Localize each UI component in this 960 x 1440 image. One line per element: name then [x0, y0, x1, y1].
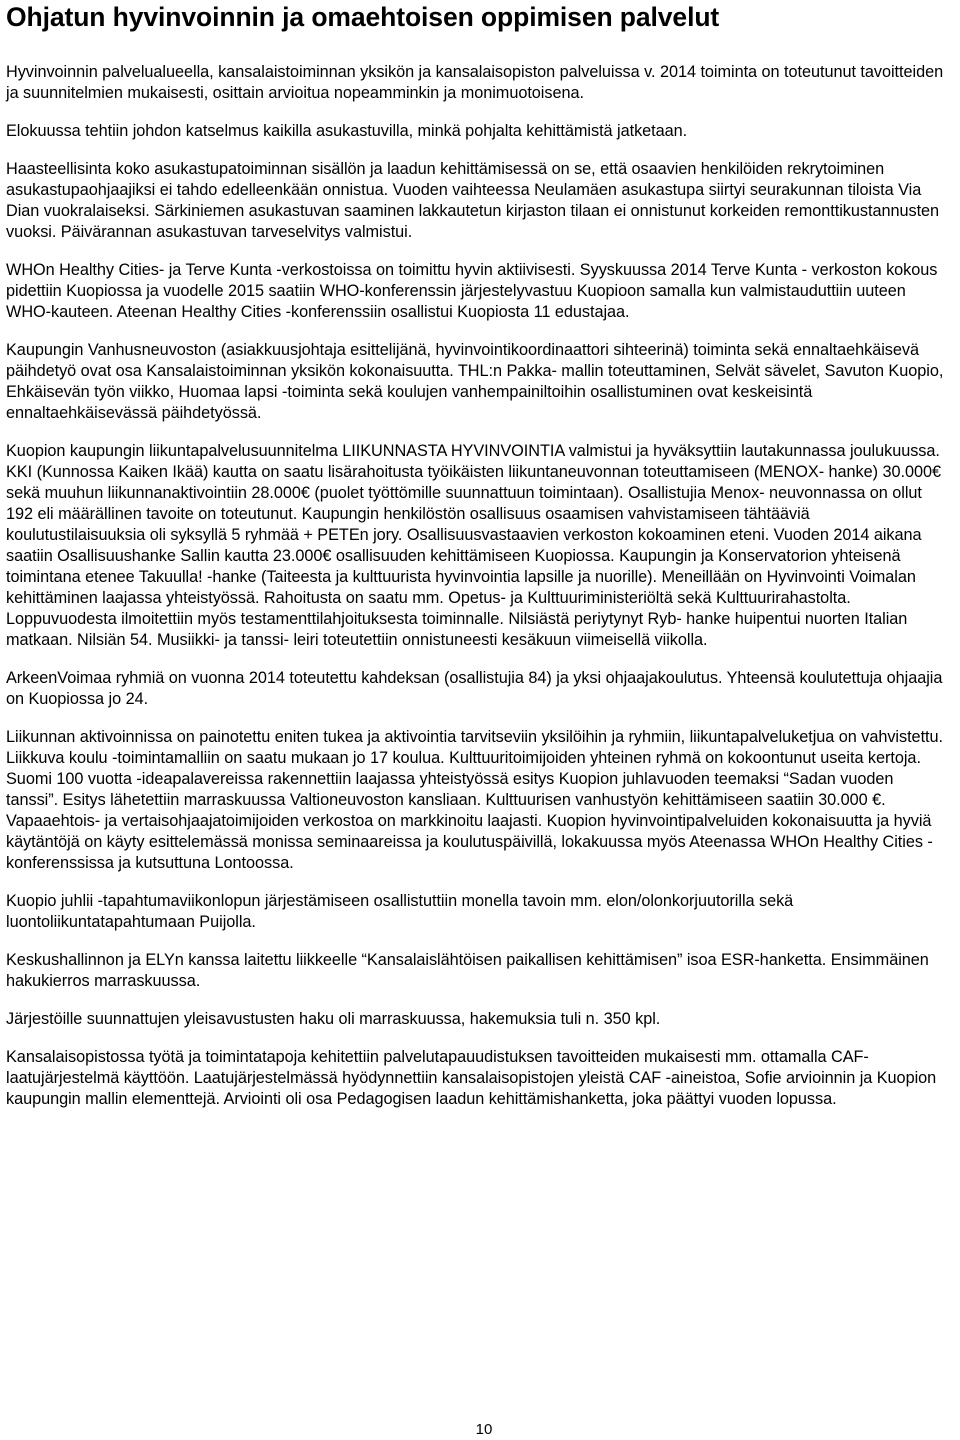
page-number: 10 — [475, 1421, 493, 1438]
paragraph-esr-project: Keskushallinnon ja ELYn kanssa laitettu liikkeelle “Kansalaislähtöisen paikallisen kehittämisen” isoa ESR-hanketta. Ensimmäinen hakukierros marraskuussa. — [6, 951, 929, 990]
paragraph-management-review: Elokuussa tehtiin johdon katselmus kaikilla asukastuvilla, minkä pohjalta kehittämistä jatketaan. — [6, 122, 688, 140]
paragraph-who-networks: WHOn Healthy Cities- ja Terve Kunta -verkostoissa on toimittu hyvin aktiivisesti. Syyskuussa 2014 Terve Kunta - verkoston kokous pidettiin Kuopiossa ja vuodelle 2015 saatiin WHO-konferenssin järjestelyvastuu Kuopioon samalla kun valmistauduttiin uuteen WHO-kauteen. Ateenan Healthy Cities -konferenssiin osallistui Kuopiosta 11 edustajaa. — [6, 261, 938, 321]
paragraph-adult-education: Kansalaisopistossa työtä ja toimintatapoja kehitettiin palvelutapauudistuksen tavoitteiden mukaisesti mm. ottamalla CAF-laatujärjestelmä käyttöön. Laatujärjestelmässä hyödynnettiin kansalaisopistojen yleistä CAF -aineistoa, Sofie arvioinnin ja Kuopion kaupungin mallin elementtejä. Arviointi oli osa Pedagogisen laadun kehittämishanketta, joka päättyi vuoden lopussa. — [6, 1048, 937, 1108]
paragraph-arkeenvoimaa: ArkeenVoimaa ryhmiä on vuonna 2014 toteutettu kahdeksan (osallistujia 84) ja yksi ohjaajakoulutus. Yhteensä koulutettuja ohjaajia on Kuopiossa jo 24. — [6, 669, 943, 708]
paragraph-sports-plan: Kuopion kaupungin liikuntapalvelusuunnitelma LIIKUNNASTA HYVINVOINTIA valmistui ja hyväksyttiin lautakunnassa joulukuussa. KKI (Kunnossa Kaiken Ikää) kautta on saatu lisärahoitusta työikäisten liikuntaneuvonnan toteuttamiseen (MENOX- hanke) 30.000€ sekä muuhun liikunnanaktivointiin 28.000€ (puolet työttömille suunnattuun toimintaan). Osallistujia Menox- neuvonnassa on ollut 192 eli määrällinen tavoite on toteutunut. Kaupungin henkilöstön osallisuus osaamisen vahvistamiseen tähtääviä koulutustilaisuuksia oli syksyllä 5 ryhmää + PETEn jory. Osallisuusvastaavien verkoston kokoaminen eteni. Vuoden 2014 aikana saatiin Osallisuushanke Sallin kautta 23.000€ osallisuuden kehittämiseen Kuopiossa. Kaupungin ja Konservatorion yhteisenä toimintana etenee Takuulla! -hanke (Taiteesta ja kulttuurista hyvinvointia lapsille ja nuorille). Meneillään on Hyvinvointi Voimalan kehittäminen laajassa yhteistyössä. Rahoitusta on saatu mm. Opetus- ja Kulttuuriministeriöltä sekä Kulttuurirahastolta. Loppuvuodesta ilmoitettiin myös testamenttilahjoituksesta toiminnalle. Nilsiästä periytynyt Ryb- hanke huipentui nuorten Italian matkaan. Nilsiän 54. Musiikki- ja tanssi- leiri toteutettiin onnistuneesti kesäkuun viimeisellä viikolla. — [6, 442, 941, 649]
page-title: Ohjatun hyvinvoinnin ja omaehtoisen oppimisen palvelut — [6, 2, 720, 32]
paragraph-grants: Järjestöille suunnattujen yleisavustusten haku oli marraskuussa, hakemuksia tuli n. 350 kpl. — [6, 1010, 661, 1028]
paragraph-elderly-council: Kaupungin Vanhusneuvoston (asiakkuusjohtaja esittelijänä, hyvinvointikoordinaattori sihteerinä) toiminta sekä ennaltaehkäisevä päihdetyö ovat osa Kansalaistoiminnan yksikön kokonaisuutta. THL:n Pakka- mallin toteuttaminen, Selvät sävelet, Savuton Kuopio, Ehkäisevän työn viikko, Huomaa lapsi -toiminta sekä koulujen vanhempainiltoihin osallistuminen ovat keskeisintä ennaltaehkäisevässä päihdetyössä. — [6, 341, 944, 422]
paragraph-activation: Liikunnan aktivoinnissa on painotettu eniten tukea ja aktivointia tarvitseviin yksilöihin ja ryhmiin, liikuntapalveluketjua on vahvistettu. Liikkuva koulu -toimintamalliin on saatu mukaan jo 17 koulua. Kulttuuritoimijoiden yhteinen ryhmä on kokoontunut useita kertoja. Suomi 100 vuotta -ideapalavereissa rakennettiin laajassa yhteistyössä esitys Kuopion juhlavuoden teemaksi “Sadan vuoden tanssi”. Esitys lähetettiin marraskuussa Valtioneuvoston kansliaan. Kulttuurisen vanhustyön kehittämiseen saatiin 30.000 €. Vapaaehtois- ja vertaisohjaajatoimijoiden verkostoa on markkinoitu laajasti. Kuopion hyvinvointipalveluiden kokonaisuutta ja hyviä käytäntöjä on käyty esittelemässä monissa seminaareissa ja koulutuspäivillä, lokakuussa myös Ateenassa WHOn Healthy Cities -konferenssissa ja kutsuttuna Lontoossa. — [6, 728, 943, 872]
paragraph-resident-lounges: Haasteellisinta koko asukastupatoiminnan sisällön ja laadun kehittämisessä on se, että osaavien henkilöiden rekrytoiminen asukastupaohjaajiksi ei tahdo edelleenkään onnistua. Vuoden vaihteessa Neulamäen asukastupa siirtyi seurakunnan tiloista Via Dian vuokralaiseksi. Särkiniemen asukastuvan saaminen lakkautetun kirjaston tilaan ei onnistunut korkeiden remonttikustannusten vuoksi. Päivärannan asukastuvan tarveselvitys valmistui. — [6, 160, 940, 241]
document-body — [6, 62, 948, 1110]
paragraph-kuopio-juhlii: Kuopio juhlii -tapahtumaviikonlopun järjestämiseen osallistuttiin monella tavoin mm. elon/olonkorjuutorilla sekä luontoliikuntatapahtumaan Puijolla. — [6, 892, 794, 931]
paragraph-intro: Hyvinvoinnin palvelualueella, kansalaistoiminnan yksikön ja kansalaisopiston palveluissa v. 2014 toiminta on toteutunut tavoitteiden ja suunnitelmien mukaisesti, osittain arvioitua nopeamminkin ja monimuotoisena. — [6, 63, 944, 102]
